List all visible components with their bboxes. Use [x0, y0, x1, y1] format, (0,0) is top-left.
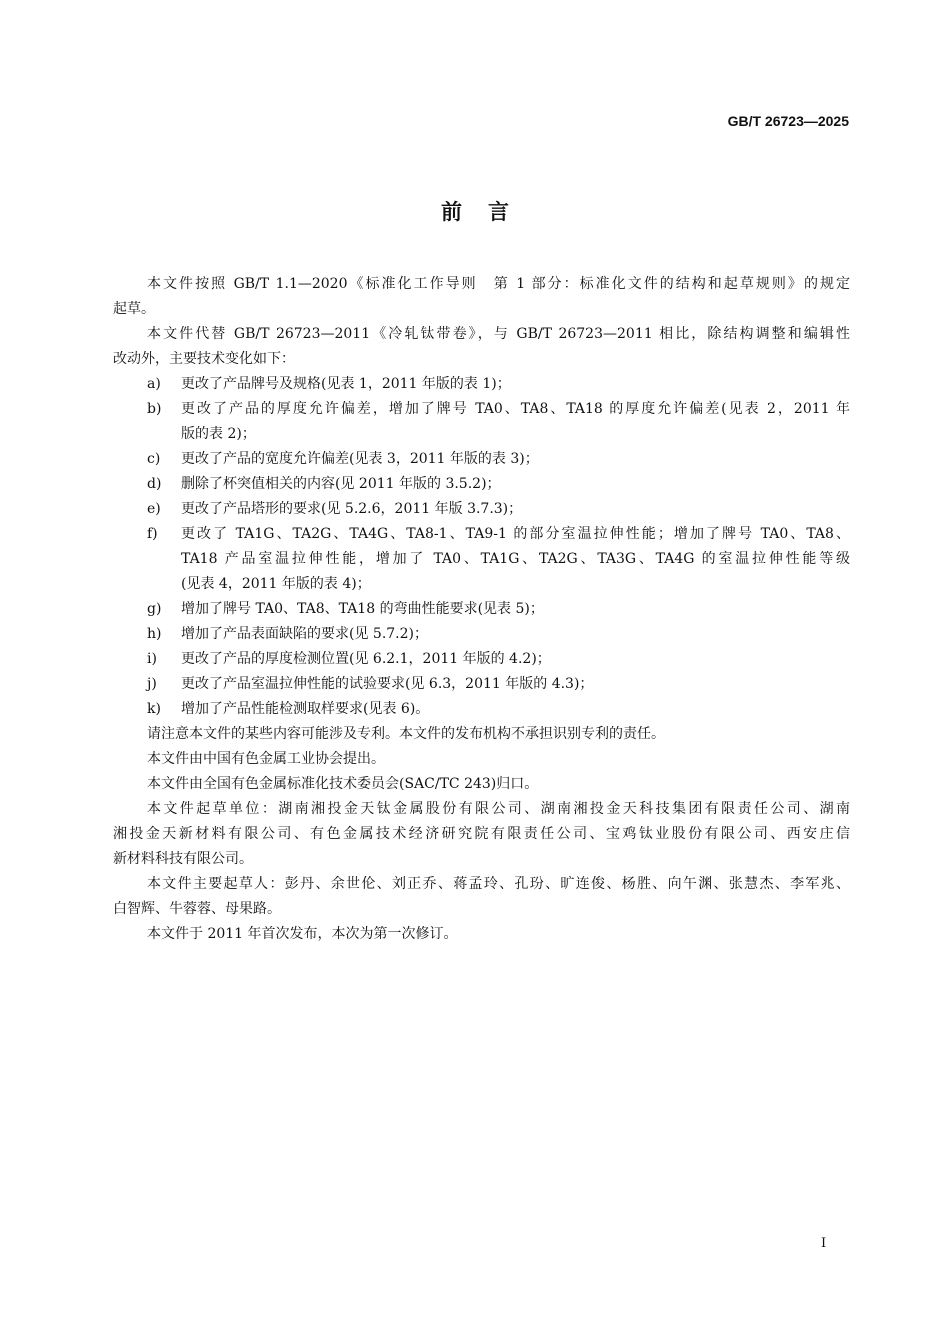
- paragraph: [113, 747, 850, 772]
- change-item-text: 增加了牌号 TA0、TA8、TA18 的弯曲性能要求(见表 5)；: [181, 601, 544, 617]
- paragraph: [113, 872, 850, 922]
- change-list-item: [113, 472, 850, 497]
- change-item-label: k): [147, 701, 161, 717]
- change-item-text: 更改了产品的厚度检测位置(见 6.2.1，2011 年版的 4.2)；: [181, 651, 551, 667]
- change-item-text: 更改了产品塔形的要求(见 5.2.6，2011 年版 3.7.3)；: [181, 501, 523, 517]
- paragraph: [113, 722, 850, 747]
- change-item-text: 更改了 TA1G、TA2G、TA4G、TA8-1、TA9-1 的部分室温拉伸性能；增加了牌号 TA0、TA8、: [181, 526, 850, 542]
- change-list-item: [113, 697, 850, 722]
- change-item-line: [113, 522, 850, 547]
- change-item-label: a): [147, 376, 161, 392]
- change-item-label: j): [147, 676, 157, 692]
- change-item-line: [113, 697, 850, 722]
- change-list-item: [113, 672, 850, 697]
- change-item-line: [113, 672, 850, 697]
- change-item-line: [113, 647, 850, 672]
- page-number: I: [821, 1236, 827, 1251]
- change-item-label: b): [147, 401, 162, 417]
- paragraph-line: 本文件代替 GB/T 26723—2011《冷轧钛带卷》，与 GB/T 26723—2011 相比，除结构调整和编辑性: [147, 326, 850, 342]
- paragraph-line: 本文件于 2011 年首次发布，本次为第一次修订。: [147, 926, 458, 942]
- paragraph-line: 本文件由中国有色金属工业协会提出。: [147, 751, 385, 767]
- paragraph: [113, 772, 850, 797]
- change-item-label: d): [147, 476, 162, 492]
- change-item-line: [113, 572, 850, 597]
- change-list-item: [113, 447, 850, 472]
- paragraph-line: 本文件按照 GB/T 1.1—2020《标准化工作导则 第 1 部分：标准化文件的结构和起草规则》的规定: [147, 276, 850, 292]
- paragraph-line: 新材料科技有限公司。: [113, 851, 253, 867]
- paragraph-line: 湘投金天新材料有限公司、有色金属技术经济研究院有限责任公司、宝鸡钛业股份有限公司、西安庄信: [113, 826, 850, 842]
- change-item-label: g): [147, 601, 162, 617]
- change-item-label: f): [147, 526, 158, 542]
- paragraph-line: 改动外，主要技术变化如下：: [113, 351, 295, 367]
- change-item-line: [113, 397, 850, 422]
- paragraph-line: 本文件由全国有色金属标准化技术委员会(SAC/TC 243)归口。: [147, 776, 539, 792]
- change-list-item: [113, 597, 850, 622]
- change-item-text: TA18 产品室温拉伸性能，增加了 TA0、TA1G、TA2G、TA3G、TA4G 的室温拉伸性能等级: [181, 551, 850, 567]
- change-list-item: [113, 397, 850, 447]
- change-item-line: [113, 497, 850, 522]
- change-item-line: [113, 597, 850, 622]
- change-item-text: 更改了产品室温拉伸性能的试验要求(见 6.3，2011 年版的 4.3)；: [181, 676, 594, 692]
- change-list-item: [113, 522, 850, 597]
- change-item-label: h): [147, 626, 162, 642]
- paragraph-line: 白智辉、牛蓉蓉、母果路。: [113, 901, 281, 917]
- change-item-line: [113, 622, 850, 647]
- change-item-line: [113, 547, 850, 572]
- change-item-label: i): [147, 651, 157, 667]
- change-item-text: (见表 4，2011 年版的表 4)；: [181, 576, 371, 592]
- change-item-text: 增加了产品表面缺陷的要求(见 5.7.2)；: [181, 626, 428, 642]
- paragraph: [113, 797, 850, 872]
- change-item-text: 更改了产品牌号及规格(见表 1，2011 年版的表 1)；: [181, 376, 511, 392]
- change-item-text: 更改了产品的厚度允许偏差，增加了牌号 TA0、TA8、TA18 的厚度允许偏差(见表 2，2011 年: [181, 401, 850, 417]
- change-item-text: 删除了杯突值相关的内容(见 2011 年版的 3.5.2)；: [181, 476, 501, 492]
- change-item-text: 增加了产品性能检测取样要求(见表 6)。: [181, 701, 430, 717]
- change-list-item: [113, 622, 850, 647]
- paragraph-line: 起草。: [113, 301, 155, 317]
- change-item-text: 版的表 2)；: [181, 426, 256, 442]
- change-item-line: [113, 422, 850, 447]
- change-item-line: [113, 447, 850, 472]
- paragraph-line: 本文件起草单位：湖南湘投金天钛金属股份有限公司、湖南湘投金天科技集团有限责任公司、湖南: [147, 801, 850, 817]
- paragraph: [113, 922, 850, 947]
- change-item-label: c): [147, 451, 161, 467]
- paragraph: [113, 272, 850, 322]
- paragraph: [113, 322, 850, 372]
- change-item-line: [113, 372, 850, 397]
- paragraph-line: 请注意本文件的某些内容可能涉及专利。本文件的发布机构不承担识别专利的责任。: [147, 726, 665, 742]
- change-list-item: [113, 372, 850, 397]
- change-list-item: [113, 497, 850, 522]
- paragraph-line: 本文件主要起草人：彭丹、余世伦、刘正乔、蒋孟玲、孔玢、旷连俊、杨胜、向午渊、张慧杰、李军兆、: [147, 876, 850, 892]
- change-item-text: 更改了产品的宽度允许偏差(见表 3，2011 年版的表 3)；: [181, 451, 539, 467]
- document-body: [113, 272, 850, 947]
- page-title: 前言: [441, 200, 535, 224]
- standard-number: GB/T 26723—2025: [727, 113, 849, 129]
- change-item-line: [113, 472, 850, 497]
- change-list-item: [113, 647, 850, 672]
- change-item-label: e): [147, 501, 161, 517]
